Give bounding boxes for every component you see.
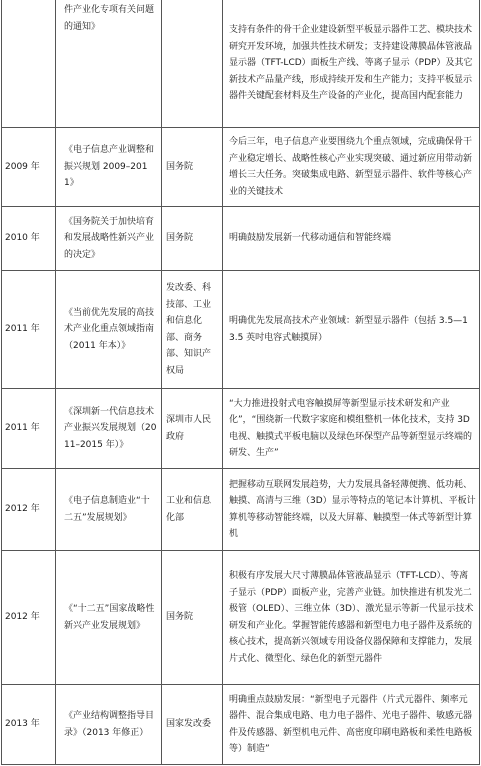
table-row	[2, 685, 480, 765]
table-row	[2, 551, 480, 685]
department-cell: 工业和信息化部	[162, 469, 223, 551]
year-cell: 2012 年	[2, 469, 56, 551]
table-row	[2, 389, 480, 469]
department-cell: 深圳市人民政府	[162, 389, 223, 469]
department-cell: 国家发改委	[162, 685, 223, 765]
department-cell: 发改委、科技部、工业和信息化部、商务部、知识产权局	[162, 271, 223, 389]
content-cell: 明确重点鼓励发展：“新型电子元器件（片式元器件、频率元器件、混合集成电路、电力电子器件、光电子器件、敏感元器件及传感器、新型机电元件、高密度印刷电路板和柔性电路板等）制造”	[223, 685, 480, 765]
content-cell: 积极有序发展大尺寸薄膜晶体管液晶显示（TFT-LCD）、等离子显示（PDP）面板产业，完善产业链。加快推进有机发光二极管（OLED）、三维立体（3D）、激光显示等新一代显示技术研发和产业化。掌握智能传感器和新型电力电子器件及系统的核心技术，提高新兴领域专用设备仪器保障和支撑能力，发展片式化、微型化、绿色化的新型元器件	[223, 551, 480, 685]
year-cell: 2011 年	[2, 271, 56, 389]
policy-title-cell: 《深圳新一代信息技术产业振兴发展规划（2011–2015 年）》	[56, 389, 162, 469]
policy-table	[1, 0, 480, 765]
policy-title-cell: 件产业化专项有关问题的通知》	[56, 0, 162, 128]
content-cell: 支持有条件的骨干企业建设新型平板显示器件工艺、模块技术研究开发环境，加强共性技术研发；支持建设薄膜晶体管液晶显示器（TFT-LCD）面板生产线、等离子显示（PDP）及其它新技术产品量产线，形成持续开发和生产能力；支持平板显示器件关键配套材料及生产设备的产业化，提高国内配套能力	[223, 0, 480, 128]
department-cell: 国务院	[162, 128, 223, 207]
year-cell: 2013 年	[2, 685, 56, 765]
year-cell: 2011 年	[2, 389, 56, 469]
content-cell: “大力推进投射式电容触摸屏等新型显示技术研发和产业化”，“围绕新一代数字家庭和模组整机一体化技术，支持 3D 电视、触摸式平板电脑以及绿色环保型产品等新型显示终端的研发、生产”	[223, 389, 480, 469]
policy-title-cell: 《“十二五”国家战略性新兴产业发展规划》	[56, 551, 162, 685]
policy-title-cell: 《电子信息产业调整和振兴规划 2009–2011》	[56, 128, 162, 207]
table-row	[2, 271, 480, 389]
table-row	[2, 128, 480, 207]
policy-title-cell: 《国务院关于加快培育和发展战略性新兴产业的决定》	[56, 207, 162, 271]
year-cell	[2, 0, 56, 128]
content-cell: 明确鼓励发展新一代移动通信和智能终端	[223, 207, 480, 271]
department-cell	[162, 0, 223, 128]
department-cell: 国务院	[162, 207, 223, 271]
table-row	[2, 207, 480, 271]
year-cell: 2009 年	[2, 128, 56, 207]
year-cell: 2010 年	[2, 207, 56, 271]
content-cell: 今后三年，电子信息产业要围绕九个重点领域，完成确保骨干产业稳定增长、战略性核心产业实现突破、通过新应用带动新增长三大任务。突破集成电路、新型显示器件、软件等核心产业的关键技术	[223, 128, 480, 207]
policy-title-cell: 《电子信息制造业“十二五”发展规划》	[56, 469, 162, 551]
table-row	[2, 0, 480, 128]
year-cell: 2012 年	[2, 551, 56, 685]
policy-title-cell: 《产业结构调整指导目录》（2013 年修正）	[56, 685, 162, 765]
table-row	[2, 469, 480, 551]
department-cell: 国务院	[162, 551, 223, 685]
content-cell: 明确优先发展高技术产业领域：新型显示器件（包括 3.5—13.5 英吋电容式触摸屏）	[223, 271, 480, 389]
policy-title-cell: 《当前优先发展的高技术产业化重点领域指南（2011 年本）》	[56, 271, 162, 389]
content-cell: 把握移动互联网发展趋势，大力发展具备轻薄便携、低功耗、触摸、高清与三维（3D）显示等特点的笔记本计算机、平板计算机等移动智能终端，以及大屏幕、触摸型一体式等新型计算机	[223, 469, 480, 551]
